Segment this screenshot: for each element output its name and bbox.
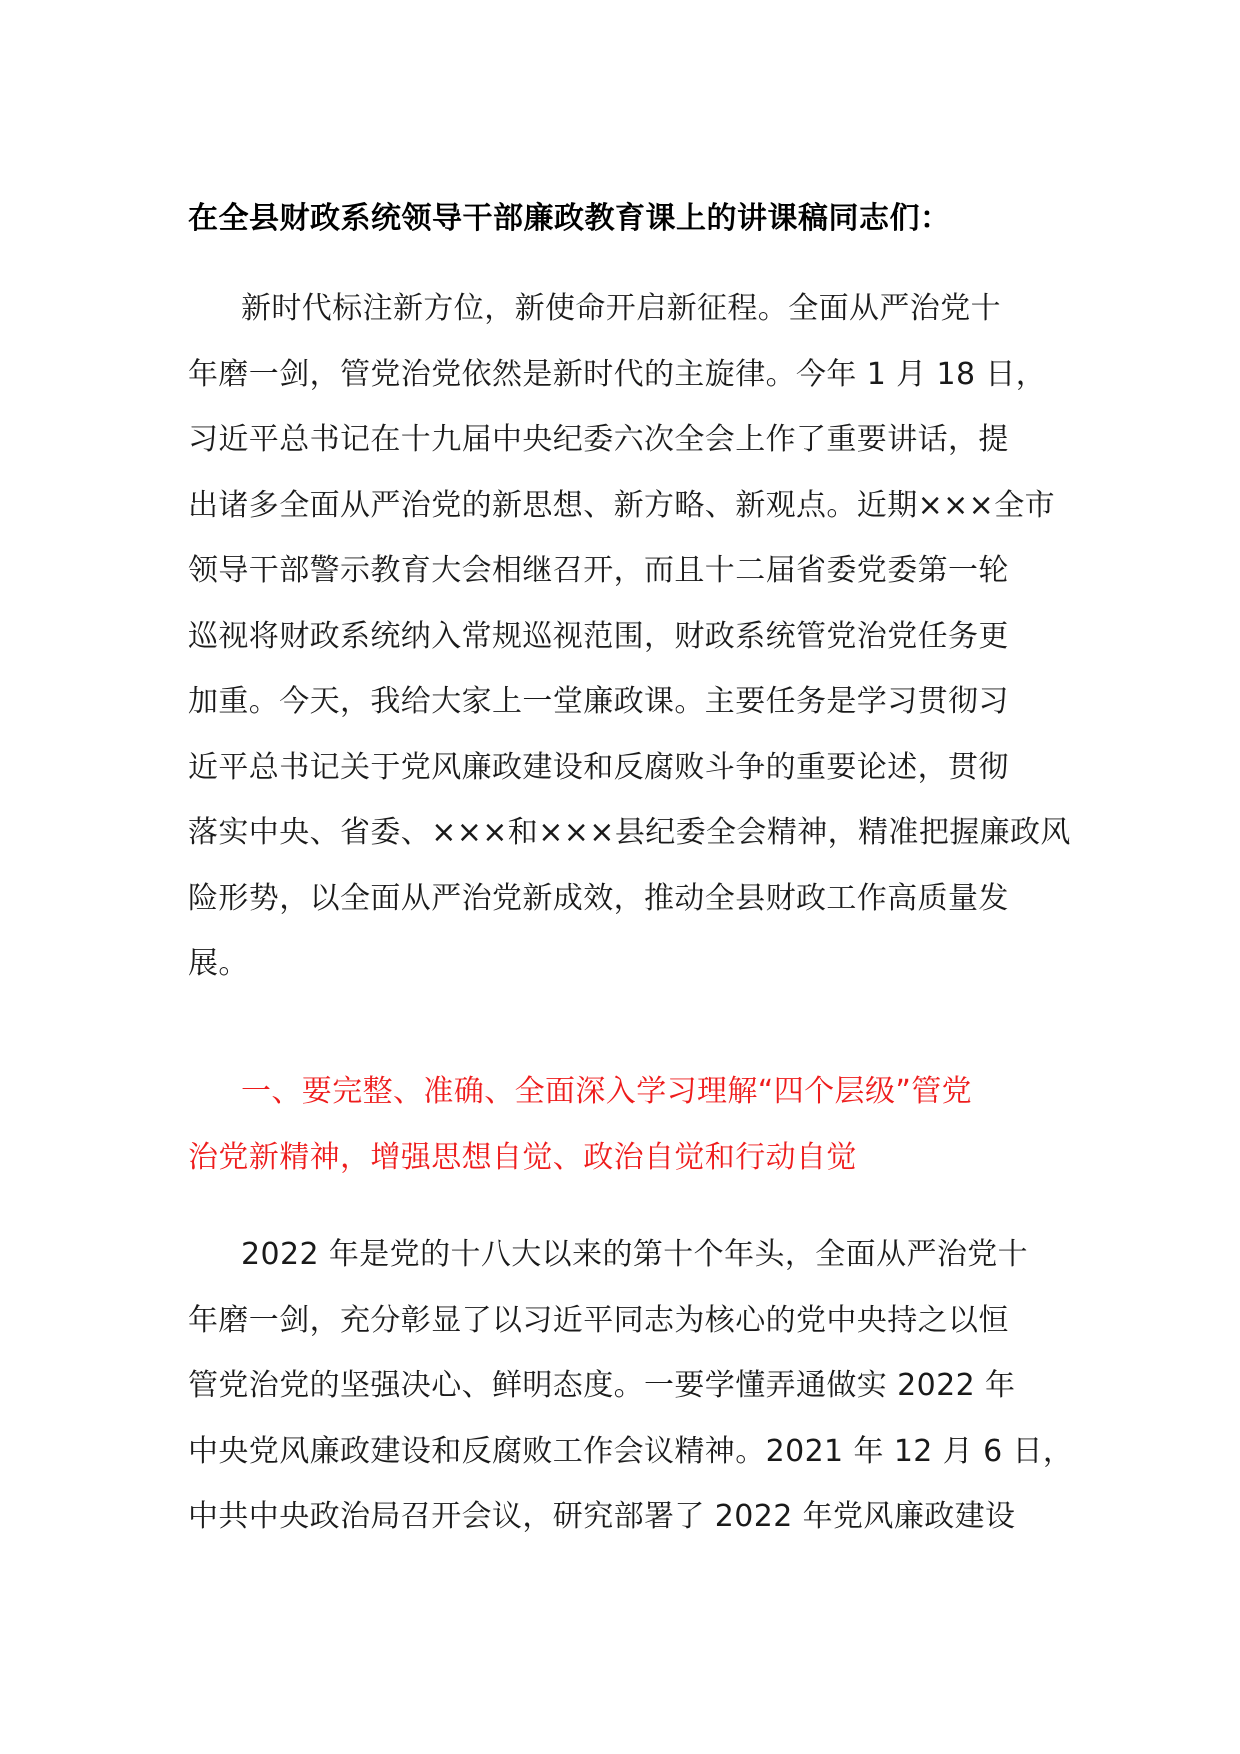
document-title: 在全县财政系统领导干部廉政教育课上的讲课稿同志们： <box>188 201 951 236</box>
paragraph-line: 中央党风廉政建设和反腐败工作会议精神。2021 年 12 月 6 日， <box>188 1433 1074 1469</box>
heading-line: 一、要完整、准确、全面深入学习理解“四个层级”管党 <box>241 1074 973 1109</box>
paragraph-line: 习近平总书记在十九届中央纪委六次全会上作了重要讲话，提 <box>188 422 1009 457</box>
paragraph-line: 中共中央政治局召开会议，研究部署了 2022 年党风廉政建设 <box>188 1499 1016 1534</box>
paragraph-line: 管党治党的坚强决心、鲜明态度。一要学懂弄通做实 2022 年 <box>188 1368 1016 1403</box>
heading-line: 治党新精神，增强思想自觉、政治自觉和行动自觉 <box>188 1139 857 1175</box>
paragraph-line: 落实中央、省委、×××和×××县纪委全会精神，精准把握廉政风 <box>188 815 1071 850</box>
paragraph-line: 加重。今天，我给大家上一堂廉政课。主要任务是学习贯彻习 <box>188 684 1009 719</box>
paragraph-line: 巡视将财政系统纳入常规巡视范围，财政系统管党治党任务更 <box>188 618 1009 654</box>
paragraph-line: 年磨一剑，充分彰显了以习近平同志为核心的党中央持之以恒 <box>188 1302 1009 1338</box>
paragraph-line: 近平总书记关于党风廉政建设和反腐败斗争的重要论述，贯彻 <box>188 749 1009 785</box>
paragraph-line: 年磨一剑，管党治党依然是新时代的主旋律。今年 1 月 18 日， <box>188 356 1047 392</box>
paragraph-line: 出诸多全面从严治党的新思想、新方略、新观点。近期×××全市 <box>188 487 1056 523</box>
paragraph-line: 2022 年是党的十八大以来的第十个年头，全面从严治党十 <box>241 1237 1029 1272</box>
paragraph-line: 展。 <box>188 946 249 981</box>
paragraph-intro <box>188 276 1071 997</box>
section-heading-1 <box>188 1059 1068 1190</box>
paragraph-section-1 <box>188 1222 1074 1550</box>
paragraph-line: 新时代标注新方位，新使命开启新征程。全面从严治党十 <box>241 291 1001 326</box>
paragraph-line: 领导干部警示教育大会相继召开，而且十二届省委党委第一轮 <box>188 553 1009 588</box>
paragraph-line: 险形势，以全面从严治党新成效，推动全县财政工作高质量发 <box>188 880 1009 916</box>
